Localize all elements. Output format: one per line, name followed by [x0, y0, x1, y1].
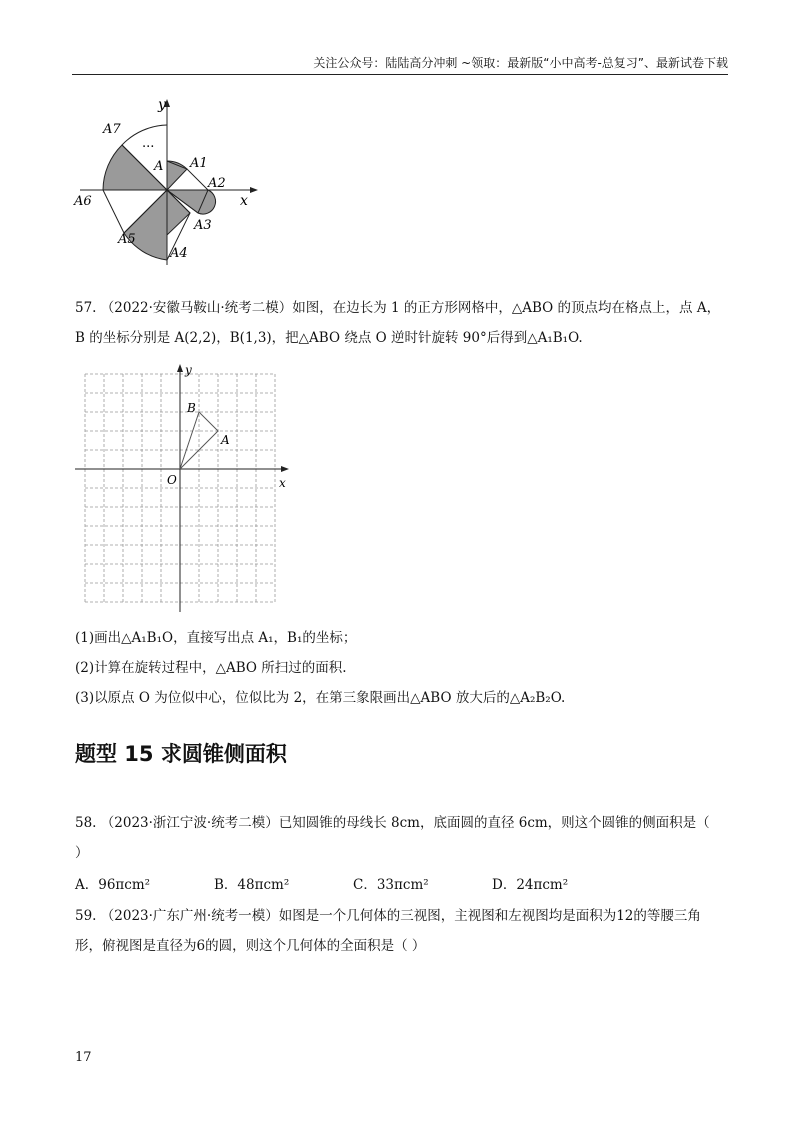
fig2-x-label: x — [279, 476, 286, 490]
q57-sub3: (3)以原点 O 为位似中心，位似比为 2，在第三象限画出△ABO 放大后的△A₂B₂O. — [75, 690, 566, 706]
q58-option-d: D．24πcm² — [492, 877, 569, 893]
fig1-dots: ... — [142, 136, 155, 151]
q58-option-c: C．33πcm² — [353, 877, 429, 893]
fig2-o-label: O — [167, 473, 177, 487]
q59-line2: 形，俯视图是直径为6的圆，则这个几何体的全面积是（ ） — [75, 938, 426, 954]
q59-line1: 59. （2023·广东广州·统考一模）如图是一个几何体的三视图，主视图和左视图均是面积为12的等腰三角 — [75, 908, 701, 924]
q58-line2: ） — [75, 845, 89, 861]
q58-line1: 58. （2023·浙江宁波·统考二模）已知圆锥的母线长 8cm，底面圆的直径 6cm，则这个圆锥的侧面积是（ — [75, 815, 710, 831]
figure-grid-triangle — [75, 362, 295, 617]
fig1-x-label: x — [240, 193, 248, 209]
fig1-a4-label: A4 — [170, 246, 188, 261]
sector-a5 — [124, 190, 167, 260]
fig2-a-label: A — [221, 433, 230, 447]
section-title: 题型 15 求圆锥侧面积 — [75, 742, 287, 766]
fig1-a5-label: A5 — [118, 232, 136, 247]
q57-line2: B 的坐标分别是 A(2,2)，B(1,3)，把△ABO 绕点 O 逆时针旋转 90°后得到△A₁B₁O. — [75, 330, 583, 346]
q58-option-b: B．48πcm² — [214, 877, 290, 893]
fig2-y-label: y — [185, 363, 192, 377]
q58-option-a: A．96πcm² — [75, 877, 151, 893]
q57-sub1: (1)画出△A₁B₁O，直接写出点 A₁，B₁的坐标； — [75, 630, 357, 646]
q57-sub2: (2)计算在旋转过程中，△ABO 所扫过的面积. — [75, 660, 347, 676]
fig1-a-label: A — [154, 159, 164, 174]
fig2-b-label: B — [187, 401, 196, 415]
figure-rotation-sectors — [70, 95, 270, 270]
fig1-y-label: y — [158, 97, 166, 113]
fig1-a3-label: A3 — [194, 218, 212, 233]
page-number: 17 — [75, 1050, 92, 1065]
q57-line1: 57. （2022·安徽马鞍山·统考二模）如图，在边长为 1 的正方形网格中，△ABO 的顶点均在格点上，点 A， — [75, 300, 721, 316]
fig1-a1-label: A1 — [190, 156, 208, 171]
fig1-a6-label: A6 — [74, 194, 92, 209]
fig1-a7-label: A7 — [103, 122, 121, 137]
page-header: 关注公众号：陆陆高分冲刺 ~领取：最新版“小中高考-总复习”、最新试卷下载 — [72, 52, 728, 75]
fig1-a2-label: A2 — [208, 176, 226, 191]
